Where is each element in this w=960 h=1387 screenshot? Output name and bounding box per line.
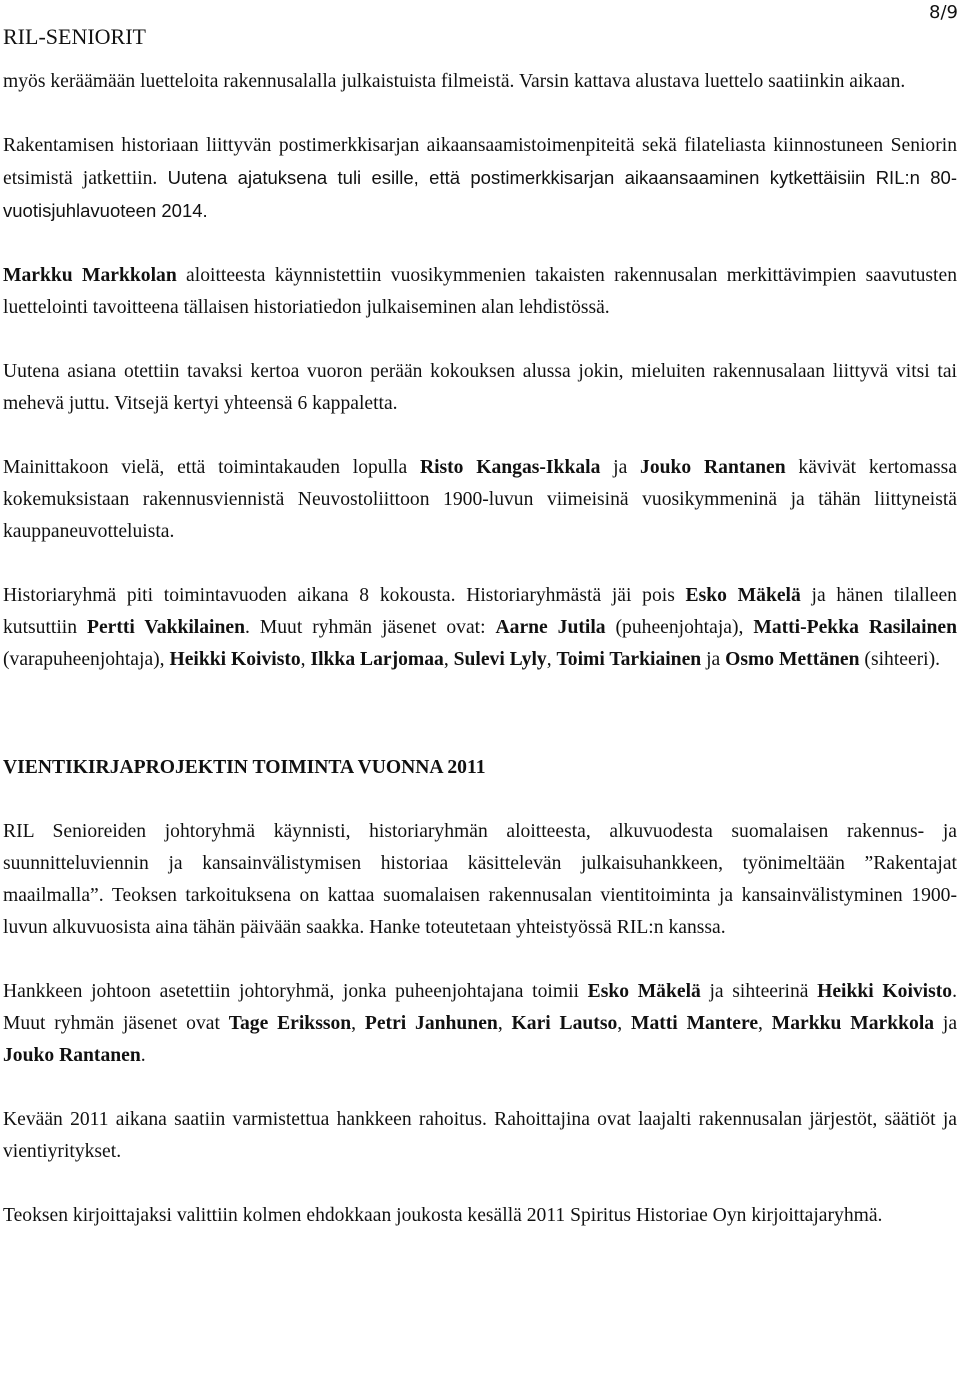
person-name: Tage Eriksson bbox=[228, 1013, 352, 1034]
person-name: Ilkka Larjomaa bbox=[310, 649, 444, 670]
page-number: 8/9 bbox=[929, 2, 958, 23]
person-name: Risto Kangas-Ikkala bbox=[419, 457, 601, 478]
person-name: Osmo Mettänen bbox=[725, 649, 860, 670]
person-name: Petri Janhunen bbox=[364, 1013, 498, 1034]
paragraph-export-talk: Mainittakoon vielä, että toimintakauden lopulla Risto Kangas-Ikkala ja Jouko Rantanen kävivät kertomassa kokemuksistaan rakennusviennistä Neuvostoliittoon 1900-luvun viimeisinä vuosikymmeninä ja tähän liittyneistä kauppaneuvotteluista. bbox=[3, 457, 957, 542]
person-name: Pertti Vakkilainen bbox=[86, 617, 245, 638]
person-name: Kari Lautso bbox=[511, 1013, 618, 1034]
paragraph-stamps-idea: Uutena ajatuksena tuli esille, että postimerkkisarjan aikaansaaminen kytkettäisiin RIL:n 80-vuotisjuhlavuoteen 2014. bbox=[3, 167, 957, 221]
person-name: Jouko Rantanen bbox=[3, 1045, 141, 1066]
person-name: Matti Mantere bbox=[630, 1013, 759, 1034]
paragraph-stamps-text: Rakentamisen historiaan liittyvän postimerkkisarjan aikaansaamistoimenpiteitä sekä filateliasta kiinnostuneen Seniorin etsimistä jatkettiin. bbox=[3, 135, 957, 189]
paragraph-films: myös keräämään luetteloita rakennusalalla julkaistuista filmeistä. Varsin kattava alustava luettelo saatiinkin aikaan. bbox=[3, 71, 906, 92]
paragraph-stamps bbox=[3, 130, 957, 228]
person-name: Matti-Pekka Rasilainen bbox=[753, 617, 958, 638]
person-name: Markku Markkolan bbox=[3, 265, 177, 286]
person-name: Esko Mäkelä bbox=[685, 585, 801, 606]
person-name: Heikki Koivisto bbox=[817, 981, 953, 1002]
paragraph-funding: Kevään 2011 aikana saatiin varmistettua hankkeen rahoitus. Rahoittajina ovat laajalti rakennusalan järjestöt, säätiöt ja vientiyritykset. bbox=[3, 1109, 957, 1162]
person-name: Heikki Koivisto bbox=[169, 649, 301, 670]
paragraph-achievements: Markku Markkolan aloitteesta käynnistettiin vuosikymmenien takaisten rakennusalan merkittävimpien saavutusten luettelointi tavoitteena tällaisen historiatiedon julkaiseminen alan lehdistössä. bbox=[3, 265, 957, 318]
person-name: Aarne Jutila bbox=[495, 617, 606, 638]
paragraph-jokes: Uutena asiana otettiin tavaksi kertoa vuoron perään kokouksen alussa jokin, mieluiten rakennusalaan liittyvä vitsi tai mehevä juttu. Vitsejä kertyi yhteensä 6 kappaletta. bbox=[3, 361, 957, 414]
paragraph-steering-group: Hankkeen johtoon asetettiin johtoryhmä, jonka puheenjohtajana toimii Esko Mäkelä ja sihteerinä Heikki Koivisto. Muut ryhmän jäsenet ovat Tage Eriksson, Petri Janhunen, Kari Lautso, Matti Mantere, Markku Markkola ja Jouko Rantanen. bbox=[3, 981, 958, 1066]
person-name: Sulevi Lyly bbox=[453, 649, 547, 670]
person-name: Esko Mäkelä bbox=[587, 981, 701, 1002]
person-name: Jouko Rantanen bbox=[640, 457, 786, 478]
section-heading: VIENTIKIRJAPROJEKTIN TOIMINTA VUONNA 2011 bbox=[3, 757, 486, 778]
paragraph-group-members: Historiaryhmä piti toimintavuoden aikana 8 kokousta. Historiaryhmästä jäi pois Esko Mäkelä ja hänen tilalleen kutsuttiin Pertti Vakkilainen. Muut ryhmän jäsenet ovat: Aarne Jutila (puheenjohtaja), Matti-Pekka Rasilainen (varapuheenjohtaja), Heikki Koivisto, Ilkka Larjomaa, Sulevi Lyly, Toimi Tarkiainen ja Osmo Mettänen (sihteeri). bbox=[3, 585, 958, 670]
person-name: Markku Markkola bbox=[771, 1013, 935, 1034]
paragraph-writers: Teoksen kirjoittajaksi valittiin kolmen ehdokkaan joukosta kesällä 2011 Spiritus Historiae Oyn kirjoittajaryhmä. bbox=[3, 1205, 883, 1226]
paragraph-book-project: RIL Senioreiden johtoryhmä käynnisti, historiaryhmän aloitteesta, alkuvuodesta suomalaisen rakennus- ja suunnitteluviennin ja kansainvälistymisen historiaa käsittelevän julkaisuhankkeen, työnimeltään ”Rakentajat maailmalla”. Teoksen tarkoituksena on kattaa suomalaisen rakennusalan vientitoiminta ja kansainvälistyminen 1900- luvun alkuvuosista aina tähän päivään saakka. Hanke toteutetaan yhteistyössä RIL:n kanssa. bbox=[3, 821, 957, 938]
document-body bbox=[3, 66, 957, 1264]
person-name: Toimi Tarkiainen bbox=[556, 649, 702, 670]
section-spacer bbox=[3, 708, 957, 752]
header-title: RIL-SENIORIT bbox=[3, 24, 146, 49]
